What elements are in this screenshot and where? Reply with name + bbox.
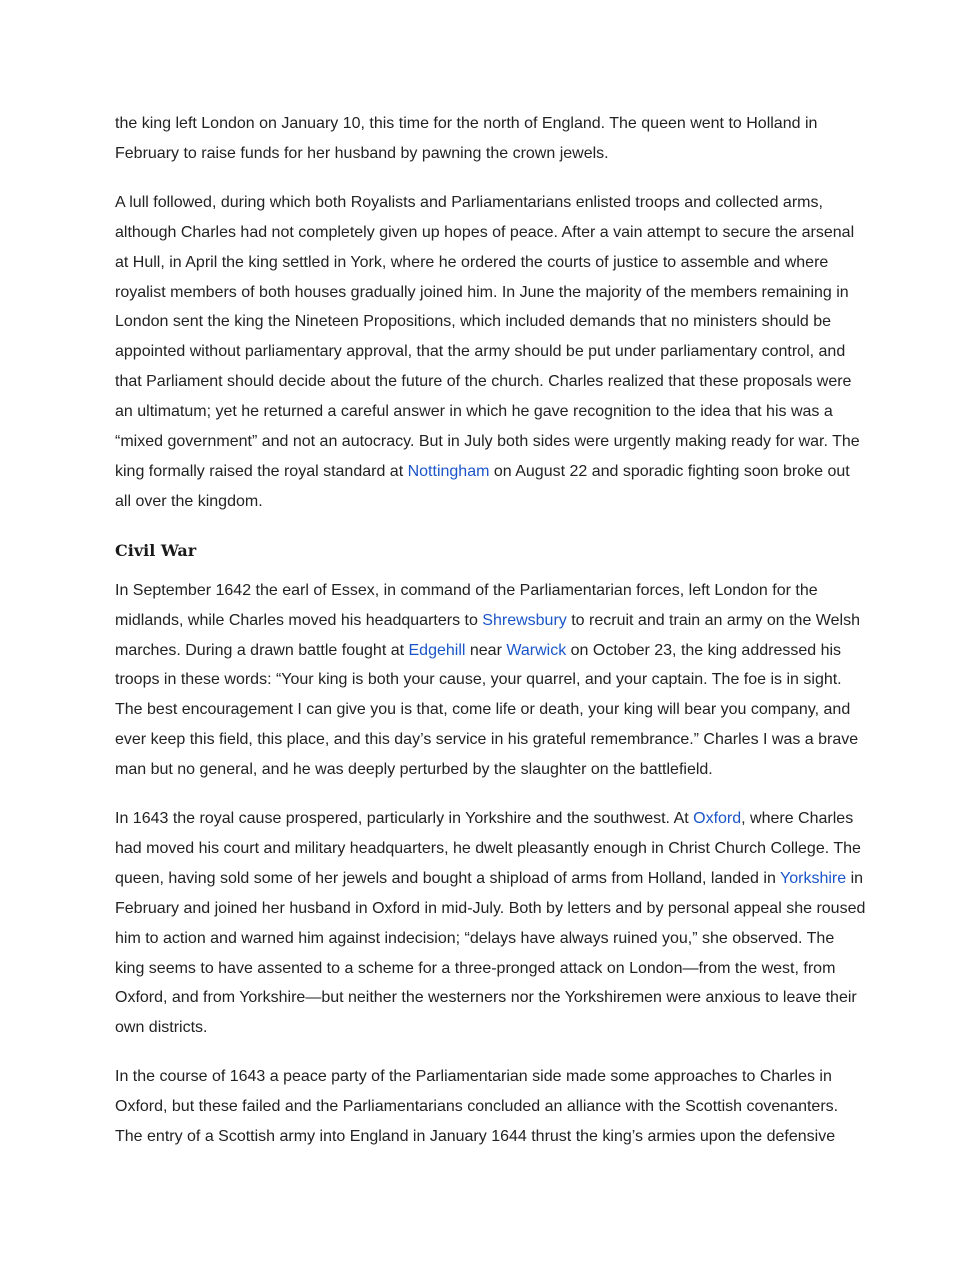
paragraph-text: A lull followed, during which both Royalists and Parliamentarians enlisted troops and collected arms, although Charles had not completely given up hopes of peace. After a vain attempt to secure the arsenal at Hull, in April the king settled in York, where he ordered the courts of justice to assemble and where royalist members of both houses gradually joined him. In June the majority of the members remaining in London sent the king the Nineteen Propositions, which included demands that no ministers should be appointed without parliamentary approval, that the army should be put under parliamentary control, and that Parliament should decide about the future of the church. Charles realized that these proposals were an ultimatum; yet he returned a careful answer in which he gave recognition to the idea that his was a “mixed government” and not an autocracy. But in July both sides were urgently making ready for war. The king formally raised the royal standard at [115,193,860,480]
link-yorkshire[interactable]: Yorkshire [780,869,847,887]
paragraph-king-leaves-london [115,109,867,169]
link-warwick[interactable]: Warwick [506,641,567,659]
paragraph-peace-party [115,1062,867,1152]
paragraph-text: the king left London on January 10, this time for the north of England. The queen went to Holland in February to raise funds for her husband by pawning the crown jewels. [115,115,818,162]
paragraph-text: In September 1642 the earl of Essex, in command of the Parliamentarian forces, left London for the midlands, while Charles moved his headquarters to [115,581,818,629]
paragraph-text: on August 22 and sporadic fighting soon broke out all over the kingdom. [115,462,850,510]
link-oxford[interactable]: Oxford [693,810,742,828]
paragraph-1643-royal-cause [115,804,867,1043]
paragraph-september-1642 [115,576,867,785]
paragraph-text: on October 23, the king addressed his troops in these words: “Your king is both your cause, your quarrel, and your captain. The foe is in sight. The best encouragement I can give you is that, come life or death, your king will bear you company, and ever keep this field, this place, and this day’s service in his grateful remembrance.” Charles I was a brave man but no general, and he was deeply perturbed by the slaughter on the battlefield. [115,641,859,779]
article-body [115,109,867,1171]
paragraph-text: In the course of 1643 a peace party of the Parliamentarian side made some approaches to Charles in Oxford, but these failed and the Parliamentarians concluded an alliance with the Scottish covenanters. The entry of a Scottish army into England in January 1644 thrust the king’s armies upon the defensive [115,1068,839,1146]
paragraph-text: In 1643 the royal cause prospered, particularly in Yorkshire and the southwest. At [115,810,694,828]
link-nottingham[interactable]: Nottingham [407,462,490,480]
section-heading-civil-war: Civil War [115,540,197,560]
paragraph-text: to recruit and train an army on the Welsh marches. During a drawn battle fought at [115,611,860,659]
paragraph-lull [115,188,867,517]
link-shrewsbury[interactable]: Shrewsbury [482,611,567,629]
paragraph-text: , where Charles had moved his court and military headquarters, he dwelt pleasantly enough in Christ Church College. The queen, having sold some of her jewels and bought a shipload of arms from Holland, landed in [115,810,861,887]
paragraph-text: in February and joined her husband in Oxford in mid-July. Both by letters and by personal appeal she roused him to action and warned him against indecision; “delays have always ruined you,” she observed. The king seems to have assented to a scheme for a three-pronged attack on London—from the west, from Oxford, and from Yorkshire—but neither the westerners nor the Yorkshiremen were anxious to leave their own districts. [115,869,866,1037]
link-edgehill[interactable]: Edgehill [408,641,466,659]
paragraph-text: near [465,641,507,659]
